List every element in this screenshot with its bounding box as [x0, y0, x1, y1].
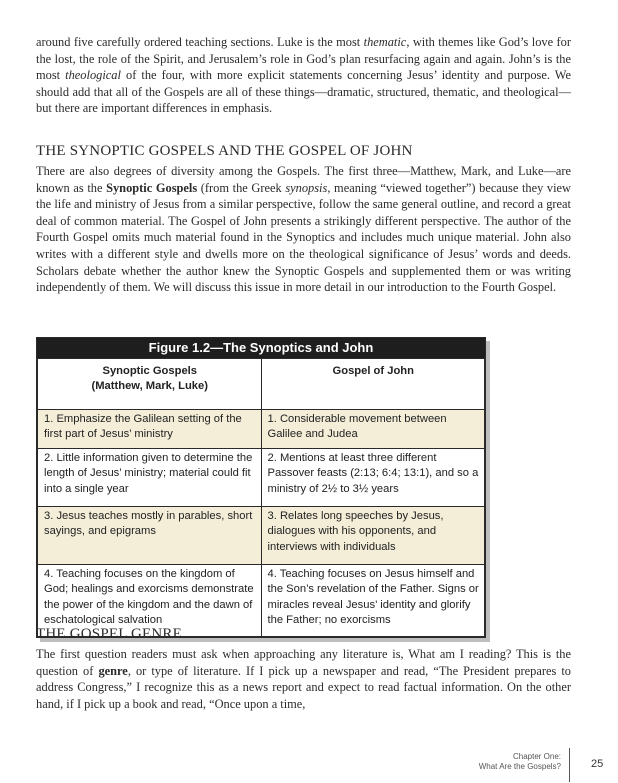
genre-paragraph [36, 646, 571, 712]
genre-text-1: The first question readers must ask when approaching any literature is, What am I reading? This is the question of [36, 647, 571, 678]
page-number: 25 [591, 758, 604, 770]
column-header-john: Gospel of John [261, 359, 485, 410]
footer-divider [569, 748, 570, 782]
intro-text-1: around five carefully ordered teaching sections. Luke is the most [36, 35, 364, 49]
table-row [38, 410, 485, 449]
cell-synoptic: 2. Little information given to determine the length of Jesus’ ministry; material could fit into a single year [38, 449, 262, 507]
comparison-table [37, 358, 485, 637]
figure-comparison-table [36, 337, 486, 638]
cell-john: 4. Teaching focuses on Jesus himself and the Son’s revelation of the Father. Signs or miracles reveal Jesus’ identity and glorify the Father; no exorcisms [261, 565, 485, 637]
running-footer [479, 752, 561, 772]
cell-john: 3. Relates long speeches by Jesus, dialogues with his opponents, and interviews with individuals [261, 507, 485, 565]
footer-chapter-title: What Are the Gospels? [478, 762, 561, 771]
table-row [38, 507, 485, 565]
intro-emphasis-thematic: thematic [363, 35, 407, 49]
section-heading-synoptic: THE SYNOPTIC GOSPELS AND THE GOSPEL OF JOHN [36, 143, 413, 159]
synoptic-text-1: There are also degrees of diversity among the Gospels. The first three—Matthew, Mark, and Luke—are known as the [36, 164, 571, 195]
section-heading-genre: THE GOSPEL GENRE [36, 626, 182, 642]
term-synopsis: synopsis [285, 180, 328, 195]
cell-synoptic: 1. Emphasize the Galilean setting of the first part of Jesus’ ministry [38, 410, 262, 449]
column-header-synoptic-line1: Synoptic Gospels [102, 365, 197, 377]
term-genre: genre [98, 663, 128, 678]
synoptic-paragraph [36, 163, 571, 296]
table-row [38, 449, 485, 507]
figure-title: Figure 1.2—The Synoptics and John [37, 338, 485, 358]
cell-john: 1. Considerable movement between Galilee and Judea [261, 410, 485, 449]
table-header-row [38, 359, 485, 410]
synoptic-text-3: , meaning “viewed together”) because they view the life and ministry of Jesus from a similar perspective, follow the same general outline, and record a great deal of common material. The Gospel of John presents a strikingly different perspective. The author of the Fourth Gospel omits much material found in the Synoptics and includes much unique material. John also writes with a different style and dwells more on the theological significance of Jesus’ words and deeds. Scholars debate whether the author knew the Synoptic Gospels and supplemented them or was writing independently of them. We will discuss this issue in more detail in our introduction to the Fourth Gospel. [36, 180, 572, 295]
synoptic-text-2: (from the Greek [197, 180, 286, 195]
column-header-synoptic [38, 359, 262, 410]
intro-emphasis-theological: theological [65, 68, 121, 83]
genre-text-2: , or type of literature. If I pick up a newspaper and read, “The President prepares to address Congress,” I recognize this as a news report and expect to read factual information. On the other hand, if I pick up a book and read, “Once upon a time, [36, 663, 571, 711]
intro-paragraph [36, 34, 571, 117]
intro-text-3: of the four, with more explicit statements concerning Jesus’ identity and purpose. We should add that all of the Gospels are all of these things—dramatic, structured, thematic, and theological—but there are important differences in emphasis. [36, 68, 571, 116]
footer-chapter: Chapter One: [512, 752, 561, 761]
column-header-synoptic-line2: (Matthew, Mark, Luke) [91, 380, 208, 393]
cell-synoptic: 4. Teaching focuses on the kingdom of God; healings and exorcisms demonstrate the power of the kingdom and the dawn of eschatological salvation [38, 565, 262, 637]
cell-synoptic: 3. Jesus teaches mostly in parables, short sayings, and epigrams [38, 507, 262, 565]
term-synoptic-gospels: Synoptic Gospels [106, 180, 198, 195]
intro-text-2: , with themes like God’s love for the lost, the role of the Spirit, and Jerusalem’s role in God’s plan resurfacing again and again. John’s is the most [36, 35, 571, 83]
cell-john: 2. Mentions at least three different Passover feasts (2:13; 6:4; 13:1), and so a ministry of 2½ to 3½ years [261, 449, 485, 507]
